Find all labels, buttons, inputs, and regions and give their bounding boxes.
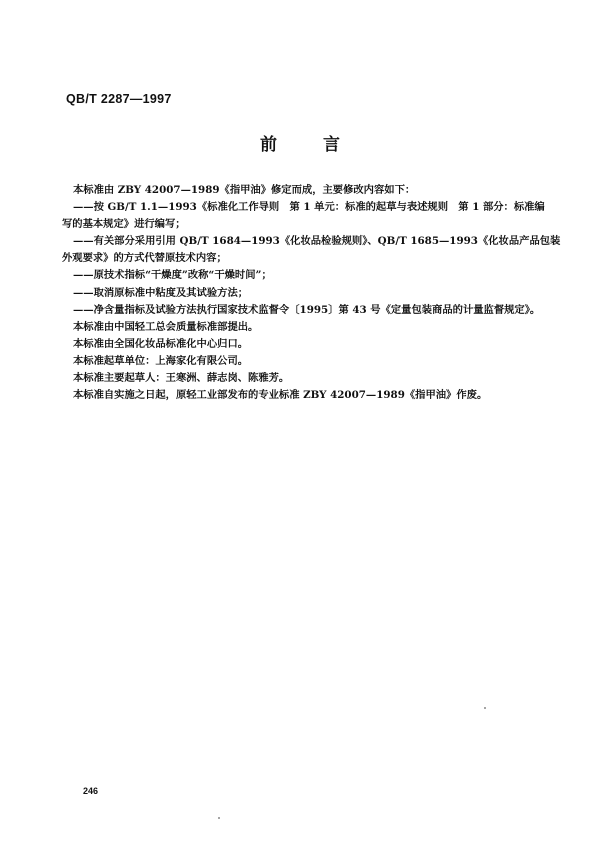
paragraph-line: 本标准主要起草人：王寒洲、薛志岗、陈雅芳。 <box>73 372 290 385</box>
page-title <box>0 130 600 155</box>
paragraph-line: 本标准由全国化妆品标准化中心归口。 <box>73 337 249 350</box>
list-item-line: ——原技术指标“干燥度”改称“干燥时间”； <box>73 269 272 282</box>
paragraph-line: 本标准由中国轻工总会质量标准部提出。 <box>73 320 259 333</box>
foreword-body <box>62 182 561 404</box>
paragraph-line: 本标准起草单位：上海家化有限公司。 <box>73 354 249 367</box>
list-item-line: ——按 GB/T 1.1—1993《标准化工作导则 第 1 单元：标准的起草与表述规则 第 1 部分：标准编 <box>73 201 545 214</box>
list-item-continuation: 写的基本规定》进行编写； <box>62 218 186 231</box>
standard-number: QB/T 2287—1997 <box>66 92 172 106</box>
list-item-line: ——取消原标准中粘度及其试验方法； <box>73 286 249 299</box>
paragraph-line: 本标准自实施之日起，原轻工业部发布的专业标准 ZBY 42007—1989《指甲油》作废。 <box>73 389 488 402</box>
scan-speck <box>218 817 220 819</box>
list-item-continuation: 外观要求》的方式代替原技术内容； <box>62 252 227 265</box>
page-number: 246 <box>83 786 99 796</box>
paragraph-line: 本标准由 ZBY 42007—1989《指甲油》修定而成，主要修改内容如下： <box>73 184 416 196</box>
title-char-1: 前 <box>260 135 277 155</box>
title-char-2: 言 <box>323 135 340 155</box>
scan-speck <box>484 707 486 709</box>
list-item-line: ——有关部分采用引用 QB/T 1684—1993《化妆品检验规则》、QB/T 1685—1993《化妆品产品包装 <box>73 235 561 248</box>
list-item-line: ——净含量指标及试验方法执行国家技术监督令〔1995〕第 43 号《定量包装商品的计量监督规定》。 <box>73 303 541 316</box>
